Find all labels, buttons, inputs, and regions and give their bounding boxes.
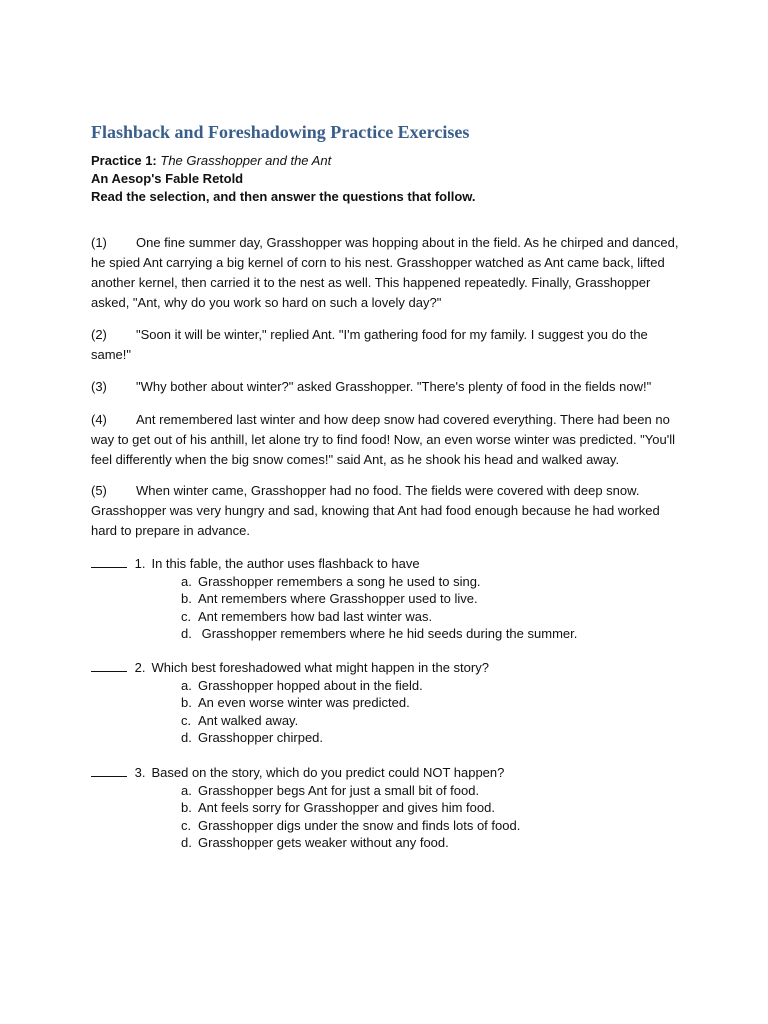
question-2 bbox=[91, 659, 691, 747]
option-a: a. Grasshopper begs Ant for just a small bit of food. bbox=[181, 782, 480, 798]
option-c: c. Ant walked away. bbox=[181, 712, 299, 728]
paragraph-text: When winter came, Grasshopper had no food. The fields were covered with deep snow. Grasshopper was very hungry and sad, knowing that Ant had food enough because he had worked hard to prepare in advance. bbox=[91, 483, 660, 538]
paragraph-2 bbox=[91, 325, 681, 365]
answer-blank[interactable] bbox=[91, 764, 127, 777]
question-1 bbox=[91, 555, 691, 643]
answer-blank[interactable] bbox=[91, 555, 127, 568]
question-stem: Based on the story, which do you predict could NOT happen? bbox=[151, 765, 505, 780]
option-a: a. Grasshopper hopped about in the field. bbox=[181, 677, 423, 693]
option-b: b. An even worse winter was predicted. bbox=[181, 695, 410, 710]
fable-subtitle: An Aesop's Fable Retold bbox=[91, 171, 244, 186]
option-a: a. Grasshopper remembers a song he used to sing. bbox=[181, 573, 481, 589]
practice-heading bbox=[91, 152, 476, 170]
paragraph-3 bbox=[91, 377, 681, 397]
paragraph-5 bbox=[91, 481, 681, 541]
question-3 bbox=[91, 764, 691, 852]
question-stem: In this fable, the author uses flashback to have bbox=[151, 556, 420, 571]
option-b: b. Ant feels sorry for Grasshopper and gives him food. bbox=[181, 800, 495, 815]
paragraph-1 bbox=[91, 233, 681, 313]
paragraph-4 bbox=[91, 410, 681, 470]
paragraph-number: (5) bbox=[91, 483, 107, 498]
page-title: Flashback and Foreshadowing Practice Exercises bbox=[91, 122, 470, 142]
paragraph-text: "Why bother about winter?" asked Grasshopper. "There's plenty of food in the fields now!" bbox=[136, 379, 652, 394]
option-c: c. Grasshopper digs under the snow and finds lots of food. bbox=[181, 817, 521, 833]
practice-label: Practice 1: bbox=[91, 153, 157, 168]
paragraph-text: Ant remembered last winter and how deep snow had covered everything. There had been no way to get out of his anthill, let alone try to find food! Now, an even worse winter was predicted. "You'll feel differently when the big snow comes!" said Ant, as he shook his head and walked away. bbox=[91, 412, 675, 467]
question-stem: Which best foreshadowed what might happen in the story? bbox=[151, 660, 489, 675]
answer-blank[interactable] bbox=[91, 659, 127, 672]
question-number: 2. bbox=[134, 660, 146, 675]
paragraph-number: (1) bbox=[91, 235, 107, 250]
intro-block bbox=[91, 152, 476, 206]
paragraph-number: (3) bbox=[91, 379, 107, 394]
option-b: b. Ant remembers where Grasshopper used to live. bbox=[181, 591, 478, 606]
question-number: 3. bbox=[134, 765, 146, 780]
instructions: Read the selection, and then answer the questions that follow. bbox=[91, 189, 476, 204]
paragraph-number: (2) bbox=[91, 327, 107, 342]
question-number: 1. bbox=[134, 556, 146, 571]
paragraph-text: "Soon it will be winter," replied Ant. "I'm gathering food for my family. I suggest you do the same!" bbox=[91, 327, 648, 362]
paragraph-number: (4) bbox=[91, 412, 107, 427]
option-d: d. Grasshopper gets weaker without any food. bbox=[181, 835, 449, 850]
practice-title: The Grasshopper and the Ant bbox=[160, 153, 332, 168]
option-d: d. Grasshopper chirped. bbox=[181, 730, 324, 745]
paragraph-text: One fine summer day, Grasshopper was hopping about in the field. As he chirped and danced, he spied Ant carrying a big kernel of corn to his nest. Grasshopper watched as Ant came back, lifted another kernel, then carried it to the nest as well. This happened repeatedly. Finally, Grasshopper asked, "Ant, why do you work so hard on such a lovely day?" bbox=[91, 235, 679, 310]
option-d: d. Grasshopper remembers where he hid seeds during the summer. bbox=[181, 626, 578, 641]
option-c: c. Ant remembers how bad last winter was. bbox=[181, 608, 433, 624]
